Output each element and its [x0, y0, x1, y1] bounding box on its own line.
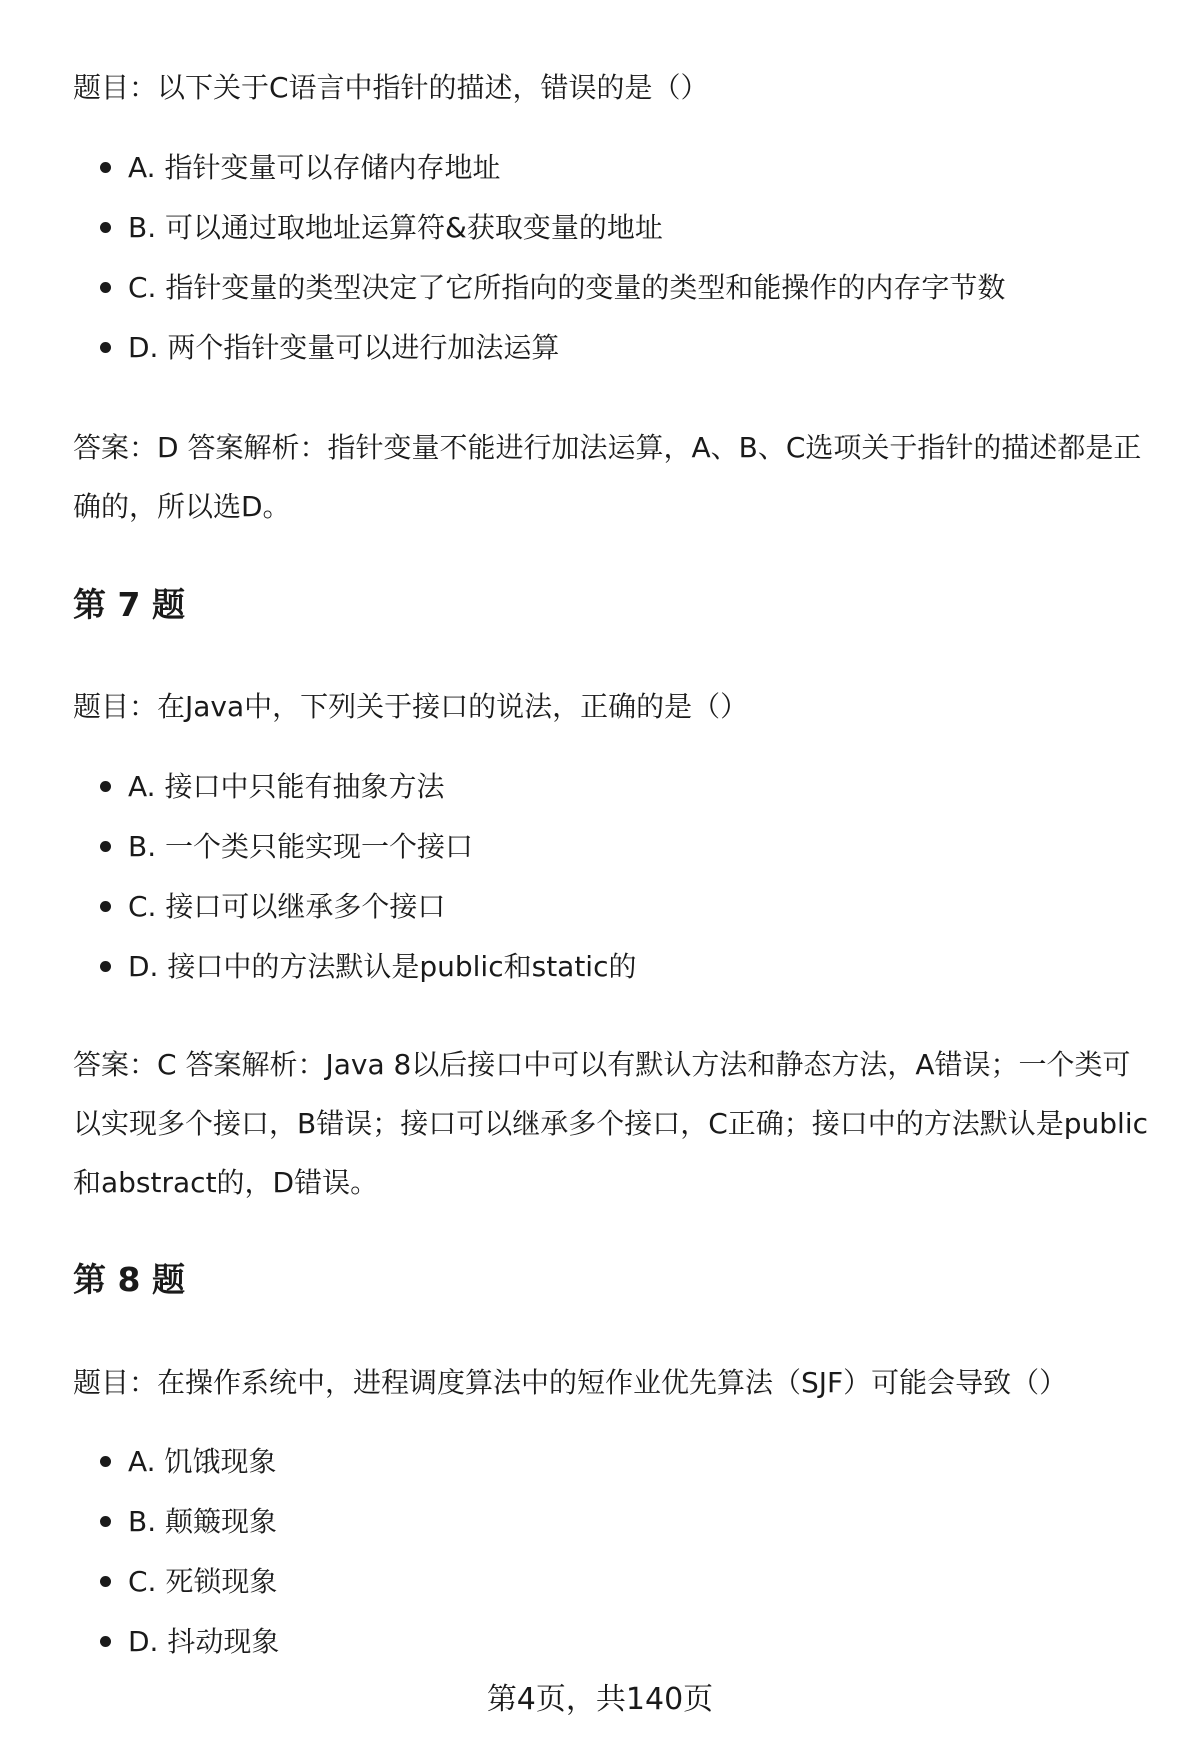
q8-question: 题目：在操作系统中，进程调度算法中的短作业优先算法（SJF）可能会导致（）	[73, 1366, 1068, 1399]
q6-option-a: A. 指针变量可以存储内存地址	[128, 148, 1005, 188]
bullet-icon	[100, 781, 111, 792]
q8-option-c: C. 死锁现象	[128, 1562, 279, 1602]
bullet-icon	[100, 1576, 111, 1587]
page-number-footer: 第4页，共140页	[486, 1682, 714, 1717]
bullet-icon	[100, 282, 111, 293]
q7-question: 题目：在Java中，下列关于接口的说法，正确的是（）	[73, 690, 749, 723]
bullet-icon	[100, 841, 111, 852]
q7-option-a: A. 接口中只能有抽象方法	[128, 767, 637, 807]
bullet-icon	[100, 1456, 111, 1467]
bullet-icon	[100, 222, 111, 233]
q8-options	[128, 1442, 279, 1662]
q7-answer: 答案：C 答案解析：Java 8以后接口中可以有默认方法和静态方法，A错误；一个类可以实现多个接口，B错误；接口可以继承多个接口，C正确；接口中的方法默认是public和abstract的，D错误。	[73, 1048, 1149, 1199]
q7-options	[128, 767, 637, 987]
q7-heading: 第 7 题	[73, 585, 185, 624]
bullet-icon	[100, 1516, 111, 1527]
q6-answer: 答案：D 答案解析：指针变量不能进行加法运算，A、B、C选项关于指针的描述都是正确的，所以选D。	[73, 431, 1142, 523]
q6-option-c: C. 指针变量的类型决定了它所指向的变量的类型和能操作的内存字节数	[128, 268, 1005, 308]
q6-options	[128, 148, 1005, 368]
q7-option-c: C. 接口可以继承多个接口	[128, 887, 637, 927]
bullet-icon	[100, 342, 111, 353]
bullet-icon	[100, 1636, 111, 1647]
q7-option-d: D. 接口中的方法默认是public和static的	[128, 947, 637, 987]
q8-option-a: A. 饥饿现象	[128, 1442, 279, 1482]
bullet-icon	[100, 162, 111, 173]
bullet-icon	[100, 961, 111, 972]
q8-option-b: B. 颠簸现象	[128, 1502, 279, 1542]
q7-option-b: B. 一个类只能实现一个接口	[128, 827, 637, 867]
q8-heading: 第 8 题	[73, 1260, 185, 1299]
bullet-icon	[100, 901, 111, 912]
q8-option-d: D. 抖动现象	[128, 1622, 279, 1662]
q6-option-d: D. 两个指针变量可以进行加法运算	[128, 328, 1005, 368]
q6-option-b: B. 可以通过取地址运算符&获取变量的地址	[128, 208, 1005, 248]
q6-question: 题目：以下关于C语言中指针的描述，错误的是（）	[73, 71, 709, 104]
